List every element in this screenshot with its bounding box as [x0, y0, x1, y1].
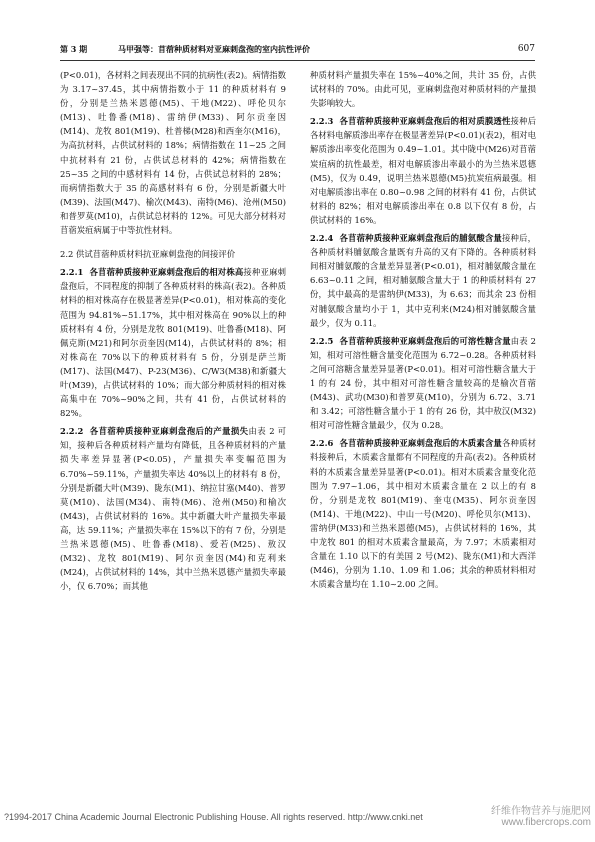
subsection-number: 2.2.1 — [60, 267, 84, 278]
subsection-text: 接种亚麻刺盘孢后，不同程度的抑制了各种质材料的株高(表2)。各种质材料的相对株高存在极显著差异(P<0.01)，相对株高的变化范围为 94.81%~51.17%，其中相对株高在 90%以上的种质材料有 4 份，分别是龙牧 801(M19)、吐鲁番(M18)、阿佩克斯(M21)和阿尔贡奎因(M14)，占供试材料的 8%；相对株高在 70%以下的种质材料有 5 份，分别是萨兰斯(M17)、法国(M47)、P-23(M36)、C/W3(M38)和新疆大叶(M39)，占供试材料的 10%；而大部分种质材料的相对株高集中在 70%~90%之间，共有 41 份，占供试材料的 82%。 — [60, 267, 287, 419]
watermark-url: www.fibercrops.com — [501, 817, 591, 828]
issue-label: 第 3 期 — [60, 44, 88, 54]
subsection-2-2-3 — [310, 114, 536, 227]
right-column — [310, 68, 536, 591]
left-column — [60, 68, 286, 593]
subsection-number: 2.2.2 — [60, 426, 84, 437]
header-rule — [60, 60, 535, 61]
subsection-2-2-1 — [60, 265, 286, 420]
copyright-line: ?1994-2017 China Academic Journal Electronic Publishing House. All rights reserved. http://www.cnki.net — [4, 812, 423, 822]
subsection-text: 接种后各材料电解质渗出率存在极显著差异(P<0.01)(表2)，相对电解质渗出率变化范围为 0.49~1.01。其中陇中(M26)对苜蓿炭疽病的抗性最差，相对电解质渗出率最小的为兰热米恩德(M5)，仅为 0.49，说明兰热米恩德(M5)抗炭疽病最强。相对电解质渗出率在 0.80~0.98 之间的材料有 41 份，占供试材料的 82%；相对电解质渗出率在 0.8 以下仅有 8 份，占供试材料的 16%。 — [310, 116, 537, 225]
subsection-title: 各苜蓿种质接种亚麻刺盘孢后的可溶性糖含量 — [339, 335, 511, 346]
subsection-2-2-4 — [310, 231, 536, 330]
running-title: 马甲强等：苜蓿种质材料对亚麻刺盘孢的室内抗性评价 — [118, 44, 310, 54]
subsection-title: 各苜蓿种质接种亚麻刺盘孢后的相对株高 — [89, 267, 244, 278]
subsection-number: 2.2.3 — [310, 116, 334, 127]
subsection-number: 2.2.4 — [310, 233, 334, 244]
running-header — [60, 44, 535, 60]
section-heading-2-2: 2.2 供试苜蓿种质材料抗亚麻刺盘孢的间接评价 — [60, 249, 236, 260]
subsection-number: 2.2.5 — [310, 335, 334, 346]
subsection-text: 由表 2 可知，接种后各种质材料产量均有降低，且各种质材料的产量损失率差异显著(P<0.05)，产量损失率变幅范围为 6.70%~59.11%，产量损失率达 40%以上的材料有 8 份，分别是新疆大叶(M39)、陇东(M1)、纳拉甘塞(M40)、普罗莫(M10)、法国(M34)、南特(M6)、沧州(M50)和榆次(M43)，占供试材料的 16%。其中新疆大叶产量损失率最高，达 59.11%；产量损失率在 15%以下的有 7 份，分别是兰热米恩德(M5)、吐鲁番(M18)、爱若(M25)、敖汉(M32)、龙牧 801(M19)、阿尔贡奎因(M4)和克利来(M24)，占供试材料的 14%，其中兰热米恩德产量损失率最小，仅 6.70%；而其他 — [60, 426, 287, 592]
subsection-2-2-6 — [310, 436, 536, 591]
subsection-title: 各苜蓿种质接种亚麻刺盘孢后的脯氨酸含量 — [339, 233, 502, 244]
subsection-text: 各种质材料接种后，木质素含量都有不同程度的升高(表2)。各种质材料的木质素含量差异显著(P<0.01)。相对木质素含量变化范围为 7.97~1.06，其中相对木质素含量在 2 以上的有 8 份，分别是龙牧 801(M19)、奎屯(M35)、阿尔贡奎因(M14)、干地(M22)、中山一号(M20)、呼伦贝尔(M13)、雷纳伊(M33)和兰热米恩德(M5)，占供试材料的 16%，其中龙牧 801 的相对木质素含量最高，为 7.97；木质素相对含量在 1.10 以下的有美国 2 号(M2)、陇东(M1)和大西洋(M46)，分别为 1.10、1.09 和 1.06；其余的种质材料相对木质素含量均在 1.10~2.00 之间。 — [310, 438, 537, 590]
subsection-2-2-2 — [60, 424, 286, 593]
subsection-title: 各苜蓿种质接种亚麻刺盘孢后的木质素含量 — [339, 438, 502, 449]
page-number: 607 — [517, 44, 535, 54]
subsection-text: 由表 2 知，相对可溶性糖含量变化范围为 6.72~0.28。各种质材料之间可溶糖含量差异显著(P<0.01)。相对可溶性糖含量大于 1 的有 24 份，其中相对可溶性糖含量较高的是榆次苜蓿(M43)、武功(M30)和普罗莫(M10)，分别为 6.72、3.71 和 3.42；可溶性糖含量小于 1 的有 26 份，其中敖汉(M32)相对可溶性糖含量最少，仅为 0.28。 — [310, 335, 536, 431]
watermark — [491, 806, 591, 828]
subsection-title: 各苜蓿种质接种亚麻刺盘孢后的相对质膜透性 — [339, 116, 511, 127]
paragraph-continuation: 种质材料产量损失率在 15%~40%之间，共计 35 份，占供试材料的 70%。由此可见，亚麻刺盘孢对种质材料的产量损失影响较大。 — [310, 70, 536, 109]
subsection-2-2-5 — [310, 334, 536, 433]
subsection-text: 接种后，各种质材料脯氨酸含量既有升高的又有下降的。各种质材料间相对脯氨酸的含量差异显著(P<0.01)，相对脯氨酸含量在 6.63~0.11 之间，相对脯氨酸含量大于 1 的种质材料有 27 份，其中最高的是雷纳伊(M33)，为 6.63；而其余 23 份相对脯氨酸含量均小于 1，其中克利来(M24)相对脯氨酸含量最少，仅为 0.11。 — [310, 233, 537, 328]
subsection-title: 各苜蓿种质接种亚麻刺盘孢后的产量损失 — [89, 426, 249, 437]
subsection-number: 2.2.6 — [310, 438, 334, 449]
paragraph-disease-index: (P<0.01)，各材料之间表现出不同的抗病性(表2)。病情指数为 3.17~37.45，其中病情指数小于 11 的种质材料有 9 份，分别是兰热米恩德(M5)、干地(M22)、呼伦贝尔(M13)、吐鲁番(M18)、雷纳伊(M33)、阿尔贡奎因(M14)、龙牧 801(M19)、杜普梯(M28)和西奎尔(M16)，为高抗材料，占供试材料的 18%；病情指数在 11~25 之间中抗材料有 21 份，占供试总材料的 42%；病情指数在 25~35 之间的中感材料有 14 份，占供试总材料的 28%；而病情指数大于 35 的高感材料有 6 份，分别是新疆大叶(M39)、法国(M47)、榆次(M43)、南特(M6)、沧州(M50)和普罗莫(M10)，占供试总材料的 12%。可见大部分材料对苜蓿炭疽病属于中等抗性材料。 — [60, 70, 286, 236]
watermark-text-cn: 纤维作物营养与施肥网 — [491, 806, 591, 817]
